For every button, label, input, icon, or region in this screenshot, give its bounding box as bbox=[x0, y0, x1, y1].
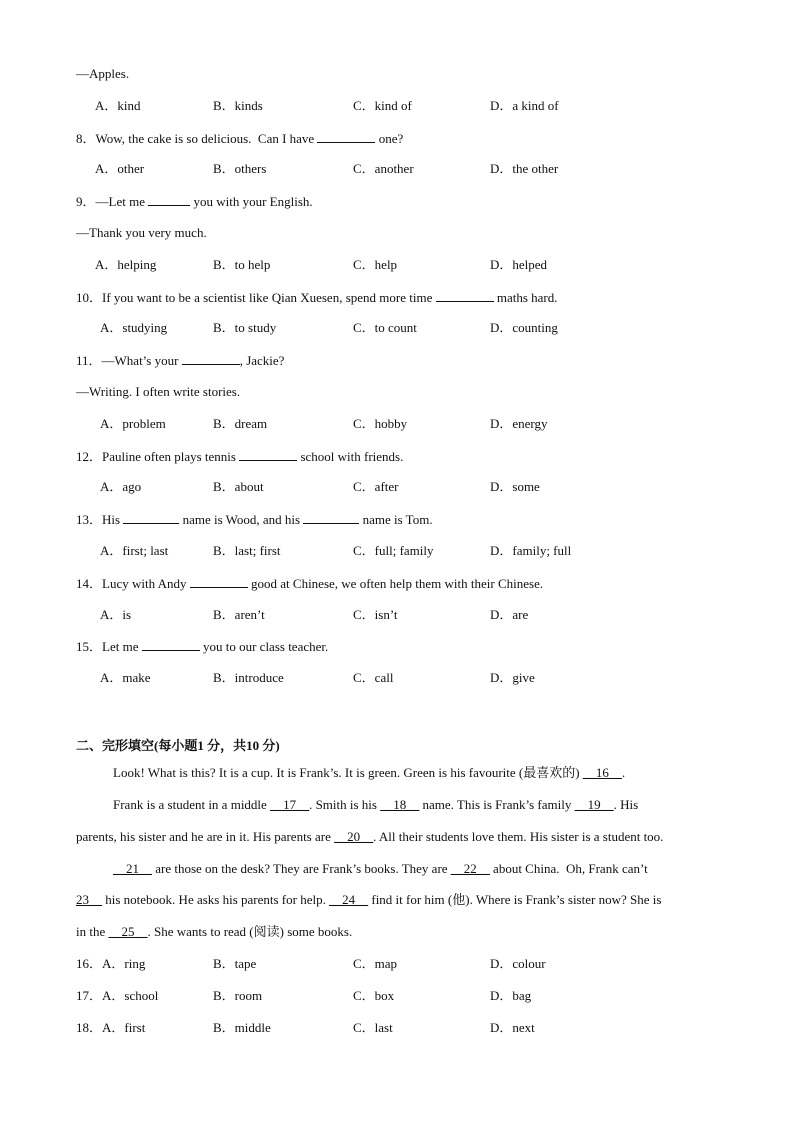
heading-text: 二、完形填空(每小题1 分，共10 分) bbox=[76, 738, 280, 753]
option-choice[interactable]: C．last bbox=[353, 1020, 393, 1035]
option-choice[interactable]: C．isn’t bbox=[353, 607, 398, 622]
option-choice[interactable]: C．kind of bbox=[353, 98, 412, 113]
dialogue-line bbox=[76, 384, 240, 400]
option-choice[interactable]: B．room bbox=[213, 988, 263, 1003]
option-choice[interactable]: A．school bbox=[102, 988, 159, 1003]
passage-line bbox=[113, 861, 718, 877]
question-text: maths hard. bbox=[493, 290, 558, 305]
options-row bbox=[0, 416, 794, 432]
option-choice[interactable]: C．map bbox=[353, 956, 398, 971]
passage-text: name. This is Frank’s family bbox=[419, 797, 575, 812]
options-row bbox=[0, 98, 794, 114]
options-row bbox=[0, 320, 794, 336]
passage-text: in the bbox=[76, 924, 109, 939]
option-choice[interactable]: A．first bbox=[102, 1020, 146, 1035]
line-text: —Apples. bbox=[76, 66, 130, 81]
dialogue-line bbox=[76, 66, 129, 82]
option-choice[interactable]: B．to help bbox=[213, 257, 271, 272]
cloze-question-row bbox=[0, 956, 794, 972]
option-choice[interactable]: A．studying bbox=[100, 320, 168, 335]
answer-blank[interactable] bbox=[317, 130, 375, 143]
option-choice[interactable]: A．ago bbox=[100, 479, 142, 494]
passage-text: . Smith is his bbox=[309, 797, 381, 812]
question-number: 13． bbox=[76, 512, 103, 527]
question-number: 18． bbox=[76, 1020, 103, 1035]
passage-text: are those on the desk? They are Frank’s books. They are bbox=[152, 861, 451, 876]
dialogue-line bbox=[76, 225, 207, 241]
question-text: one? bbox=[375, 131, 404, 146]
question-number: 15． bbox=[76, 639, 103, 654]
option-choice[interactable]: D．some bbox=[490, 479, 540, 494]
answer-blank[interactable] bbox=[182, 352, 240, 365]
passage-line bbox=[76, 924, 352, 940]
passage-text: . All their students love them. His sister is a student too. bbox=[373, 829, 664, 844]
option-choice[interactable]: D．bag bbox=[490, 988, 532, 1003]
answer-blank[interactable] bbox=[190, 575, 248, 588]
question-text: Lucy with Andy bbox=[102, 576, 190, 591]
option-choice[interactable]: A．other bbox=[95, 161, 145, 176]
option-choice[interactable]: D．energy bbox=[490, 416, 548, 431]
option-choice[interactable]: C．hobby bbox=[353, 416, 408, 431]
question-number: 17． bbox=[76, 988, 103, 1003]
cloze-blank[interactable]: __24__ bbox=[329, 892, 369, 907]
option-choice[interactable]: B．kinds bbox=[213, 98, 263, 113]
option-choice[interactable]: A．is bbox=[100, 607, 132, 622]
option-choice[interactable]: D．colour bbox=[490, 956, 546, 971]
question-stem bbox=[76, 575, 543, 592]
question-number: 12． bbox=[76, 449, 103, 464]
option-choice[interactable]: D．give bbox=[490, 670, 535, 685]
passage-line bbox=[113, 797, 718, 813]
answer-blank[interactable] bbox=[142, 638, 200, 651]
option-choice[interactable]: C．another bbox=[353, 161, 414, 176]
answer-blank[interactable] bbox=[436, 289, 494, 302]
option-choice[interactable]: B．introduce bbox=[213, 670, 284, 685]
question-stem bbox=[76, 638, 328, 655]
option-choice[interactable]: D．next bbox=[490, 1020, 535, 1035]
option-choice[interactable]: B．aren’t bbox=[213, 607, 265, 622]
passage-text: parents, his sister and he are in it. His parents are bbox=[76, 829, 335, 844]
cloze-question-row bbox=[0, 1020, 794, 1036]
question-text: —What’s your bbox=[101, 353, 182, 368]
question-text: name is Wood, and his bbox=[179, 512, 304, 527]
option-choice[interactable]: B．last; first bbox=[213, 543, 281, 558]
option-choice[interactable]: A．problem bbox=[100, 416, 166, 431]
passage-line bbox=[76, 892, 718, 908]
question-text: school with friends. bbox=[297, 449, 404, 464]
option-choice[interactable]: B．about bbox=[213, 479, 264, 494]
passage-text: . bbox=[621, 765, 626, 780]
question-text: Wow, the cake is so delicious. Can I have bbox=[95, 131, 318, 146]
question-text: you with your English. bbox=[190, 194, 313, 209]
options-row bbox=[0, 161, 794, 177]
cloze-blank[interactable]: __22__ bbox=[450, 861, 490, 876]
line-text: —Thank you very much. bbox=[76, 225, 207, 240]
cloze-blank[interactable]: __21__ bbox=[113, 861, 152, 876]
option-choice[interactable]: A．make bbox=[100, 670, 151, 685]
options-row bbox=[0, 543, 794, 559]
options-row bbox=[0, 479, 794, 495]
question-number: 11． bbox=[76, 353, 102, 368]
question-number: 8． bbox=[76, 131, 96, 146]
option-choice[interactable]: C．after bbox=[353, 479, 399, 494]
cloze-blank[interactable]: __20__ bbox=[334, 829, 374, 844]
option-choice[interactable]: B．others bbox=[213, 161, 267, 176]
question-number: 14． bbox=[76, 576, 103, 591]
cloze-blank[interactable]: __18__ bbox=[380, 797, 420, 812]
question-stem bbox=[76, 511, 433, 528]
cloze-blank[interactable]: 23__ bbox=[76, 892, 102, 907]
answer-blank[interactable] bbox=[148, 193, 190, 206]
options-row bbox=[0, 257, 794, 273]
option-choice[interactable]: A．helping bbox=[95, 257, 157, 272]
question-stem bbox=[76, 448, 403, 465]
question-text: Pauline often plays tennis bbox=[102, 449, 240, 464]
options-row bbox=[0, 607, 794, 623]
option-choice[interactable]: B．tape bbox=[213, 956, 257, 971]
option-choice[interactable]: C．help bbox=[353, 257, 398, 272]
question-text: good at Chinese, we often help them with their Chinese. bbox=[247, 576, 544, 591]
passage-text: Look! What is this? It is a cup. It is Frank’s. It is green. Green is his favourite (最喜欢的) bbox=[113, 765, 583, 780]
option-choice[interactable]: A．kind bbox=[95, 98, 141, 113]
option-choice[interactable]: C．to count bbox=[353, 320, 417, 335]
option-choice[interactable]: B．middle bbox=[213, 1020, 271, 1035]
option-choice[interactable]: D．counting bbox=[490, 320, 558, 335]
passage-text: about China. Oh, Frank can’t bbox=[489, 861, 648, 876]
question-stem bbox=[76, 130, 403, 147]
cloze-blank[interactable]: __19__ bbox=[574, 797, 614, 812]
cloze-blank[interactable]: __17__ bbox=[270, 797, 310, 812]
cloze-question-row bbox=[0, 988, 794, 1004]
cloze-blank[interactable]: __16__ bbox=[582, 765, 622, 780]
question-number: 9． bbox=[76, 194, 96, 209]
option-choice[interactable]: D．helped bbox=[490, 257, 548, 272]
answer-blank[interactable] bbox=[239, 448, 297, 461]
option-choice[interactable]: B．dream bbox=[213, 416, 268, 431]
passage-text: his notebook. He asks his parents for help. bbox=[102, 892, 330, 907]
question-stem bbox=[76, 352, 284, 369]
question-text: His bbox=[102, 512, 124, 527]
question-text: Let me bbox=[102, 639, 142, 654]
options-row bbox=[0, 670, 794, 686]
passage-text: find it for him (他). Where is Frank’s sister now? She is bbox=[368, 892, 662, 907]
passage-text: Frank is a student in a middle bbox=[113, 797, 271, 812]
answer-blank[interactable] bbox=[123, 511, 179, 524]
question-number: 10． bbox=[76, 290, 103, 305]
line-text: —Writing. I often write stories. bbox=[76, 384, 241, 399]
answer-blank[interactable] bbox=[303, 511, 359, 524]
option-choice[interactable]: A．first; last bbox=[100, 543, 169, 558]
passage-line bbox=[76, 829, 663, 845]
passage-line bbox=[113, 765, 625, 781]
section-heading bbox=[76, 738, 280, 754]
option-choice[interactable]: B．to study bbox=[213, 320, 277, 335]
option-choice[interactable]: D．the other bbox=[490, 161, 559, 176]
question-text: , Jackie? bbox=[239, 353, 285, 368]
question-text: If you want to be a scientist like Qian Xuesen, spend more time bbox=[102, 290, 436, 305]
question-text: you to our class teacher. bbox=[199, 639, 329, 654]
cloze-blank[interactable]: __25__ bbox=[108, 924, 148, 939]
question-stem bbox=[76, 193, 313, 210]
option-choice[interactable]: C．call bbox=[353, 670, 394, 685]
passage-text: . His bbox=[613, 797, 639, 812]
option-choice[interactable]: C．full; family bbox=[353, 543, 434, 558]
question-text: —Let me bbox=[95, 194, 149, 209]
question-number: 16． bbox=[76, 956, 103, 971]
option-choice[interactable]: D．family; full bbox=[490, 543, 572, 558]
question-stem bbox=[76, 289, 558, 306]
question-text: name is Tom. bbox=[359, 512, 433, 527]
option-choice[interactable]: A．ring bbox=[102, 956, 146, 971]
option-choice[interactable]: C．box bbox=[353, 988, 395, 1003]
option-choice[interactable]: D．are bbox=[490, 607, 529, 622]
option-choice[interactable]: D．a kind of bbox=[490, 98, 559, 113]
passage-text: . She wants to read (阅读) some books. bbox=[147, 924, 353, 939]
